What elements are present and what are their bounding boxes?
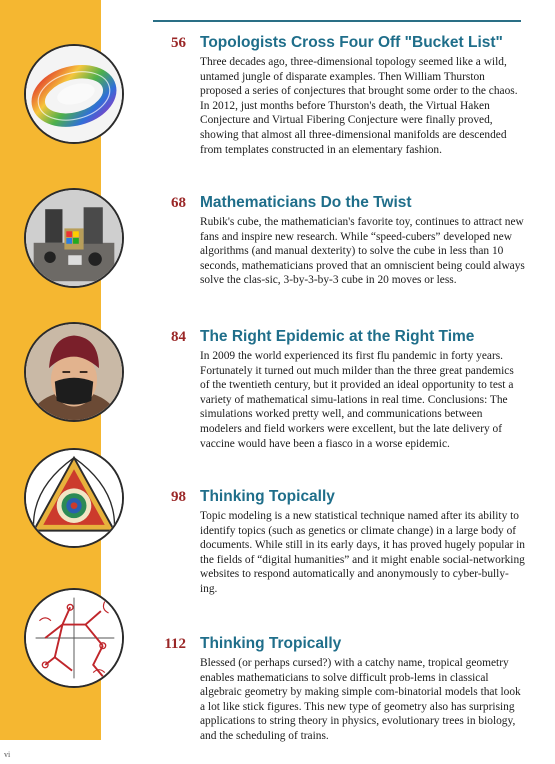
triangle-target-icon bbox=[24, 448, 124, 548]
entry-title[interactable]: Thinking Tropically bbox=[200, 635, 342, 652]
stick-figure-curves-icon bbox=[24, 588, 124, 688]
torus-knot-rainbow-icon bbox=[24, 44, 124, 144]
top-rule bbox=[153, 20, 521, 22]
entry-summary: In 2009 the world experienced its first flu pandemic in forty years. Fortunately it turned out much milder than the three great pandemics of the twentieth century, but it provided an ideal opportunity to test a variety of mathematical simu-lations in real time. Conclusions: The simulations worked pretty well, and communications between modelers and field workers were excellent, but the late delivery of vaccine would have been a fiasco in a worse epidemic. bbox=[200, 350, 514, 450]
masked-person-photo-icon bbox=[24, 322, 124, 422]
entry-summary: Blessed (or perhaps cursed?) with a catchy name, tropical geometry enables mathematicians to solve difficult prob-lems in classical algebraic geometry by making simple com-binatorial models that look a lot like stick figures. This new type of geometry also has surprising applications to string theory in physics, evolutionary trees in biology, and the scheduling of trains. bbox=[200, 657, 521, 742]
entry-page-number: 68 bbox=[171, 195, 186, 211]
entry-page-number: 98 bbox=[171, 489, 186, 505]
entry-page-number: 112 bbox=[164, 636, 186, 652]
entry-title[interactable]: Thinking Topically bbox=[200, 488, 335, 505]
entry-summary: Rubik's cube, the mathematician's favorite toy, continues to attract new fans and inspire new research. While “speed-cubers” developed new algorithms (and manual dexterity) to solve the cube in less than 10 seconds, mathematicians proved that an omniscient being could always solve the clas-sic, 3-by-3-by-3 cube in 20 moves or less. bbox=[200, 216, 525, 287]
entry-title[interactable]: The Right Epidemic at the Right Time bbox=[200, 328, 475, 345]
entry-page-number: 84 bbox=[171, 329, 186, 345]
entry-title[interactable]: Mathematicians Do the Twist bbox=[200, 194, 412, 211]
page-number: vi bbox=[4, 750, 11, 759]
entry-page-number: 56 bbox=[171, 35, 186, 51]
entry-summary: Three decades ago, three-dimensional topology seemed like a wild, untamed jungle of disparate examples. Then William Thurston proposed a series of conjectures that brought some order to the chaos. In 2012, just months before Thurston's death, the Virtual Haken Conjecture and Virtual Fibering Conjecture were finally proved, showing that almost all three-dimensional manifolds are descended from templates constructed in an elementary fashion. bbox=[200, 56, 518, 156]
cube-robot-machine-icon bbox=[24, 188, 124, 288]
entry-summary: Topic modeling is a new statistical technique named after its ability to identify topics (such as genetics or climate change) in a large body of documents. While still in its early days, it has proved hugely popular in the fields of “digital humanities” and it might enable social-networking websites to respond automatically and anonymously to cyber-bully-ing. bbox=[200, 510, 525, 595]
entry-title[interactable]: Topologists Cross Four Off "Bucket List" bbox=[200, 34, 503, 51]
